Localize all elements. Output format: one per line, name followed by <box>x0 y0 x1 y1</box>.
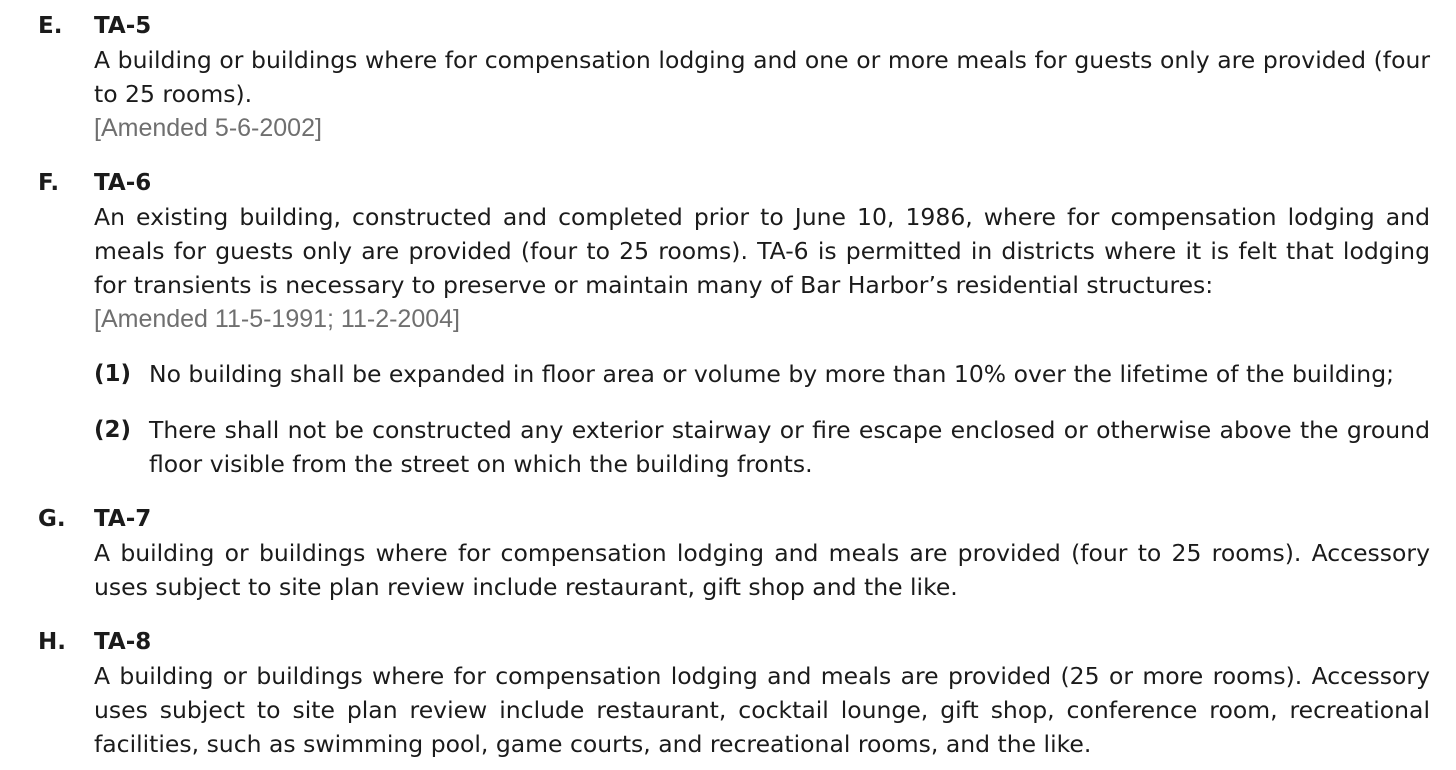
subitem-number: (2) <box>94 417 132 443</box>
subitem-text: No building shall be expanded in floor area or volume by more than 10% over the lifetime of the building; <box>149 360 1395 388</box>
section-letter: H. <box>38 629 66 655</box>
section-body: A building or buildings where for compensation lodging and meals are provided (four to 25 rooms). Accessory uses subject to site plan review include restaurant, gift shop and the like. <box>94 539 1430 601</box>
subitem-number: (1) <box>94 361 132 387</box>
section-heading: TA-5 <box>94 13 152 39</box>
section-letter: F. <box>38 170 60 196</box>
section-letter: E. <box>38 13 63 39</box>
section-heading: TA-7 <box>94 506 152 532</box>
subitem-text: There shall not be constructed any exterior stairway or fire escape enclosed or otherwise above the ground floor visible from the street on which the building fronts. <box>149 416 1430 478</box>
section-heading: TA-8 <box>94 629 152 655</box>
section-body: A building or buildings where for compensation lodging and meals are provided (25 or more rooms). Accessory uses subject to site plan review include restaurant, cocktail lounge, gift shop, conference room, recreational facilities, such as swimming pool, game courts, and recreational rooms, and the like. <box>94 662 1430 758</box>
amendment-note: [Amended 5-6-2002] <box>94 114 322 142</box>
section-body: A building or buildings where for compensation lodging and one or more meals for guests only are provided (four to 25 rooms). <box>94 46 1430 108</box>
section-body: An existing building, constructed and completed prior to June 10, 1986, where for compensation lodging and meals for guests only are provided (four to 25 rooms). TA-6 is permitted in districts where it is felt that lodging for transients is necessary to preserve or maintain many of Bar Harbor’s residential structures: <box>94 203 1430 299</box>
section-heading: TA-6 <box>94 170 152 196</box>
section-letter: G. <box>38 506 66 532</box>
amendment-note: [Amended 11-5-1991; 11-2-2004] <box>94 305 460 333</box>
